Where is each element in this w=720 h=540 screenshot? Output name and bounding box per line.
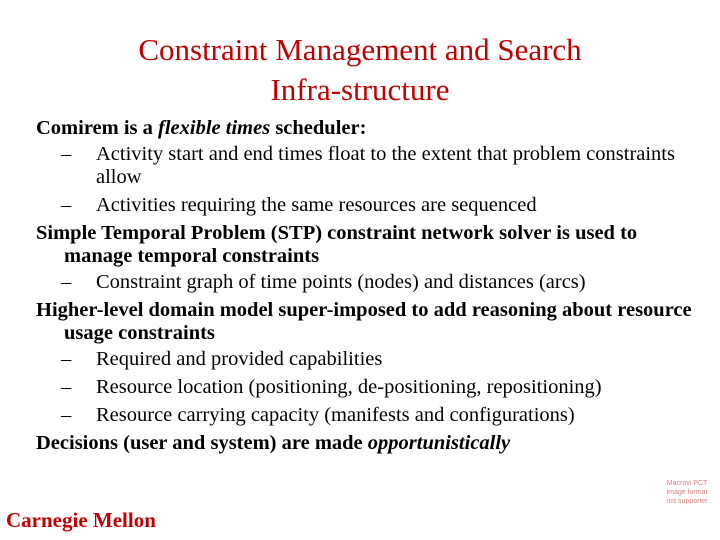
bullet-decisions-emphasis: opportunistically [367, 432, 511, 454]
sub-bullet-text: Resource carrying capacity (manifests and configurations) [96, 404, 575, 426]
dash-marker: – [61, 143, 72, 165]
dash-marker: – [61, 194, 72, 216]
sub-bullet [36, 348, 706, 371]
sub-bullet [36, 143, 706, 189]
bullet-comirem-post: scheduler: [270, 117, 367, 139]
sub-bullet-text: Constraint graph of time points (nodes) and distances (arcs) [96, 271, 586, 293]
bullet-list [36, 117, 706, 455]
dash-marker: – [61, 348, 72, 370]
sub-bullet-text: Required and provided capabilities [96, 348, 383, 370]
sub-bullet-text: Resource location (positioning, de-positioning, repositioning) [96, 376, 602, 398]
sub-bullet [36, 404, 706, 427]
notice-line: image format [666, 489, 708, 496]
sub-bullet [36, 376, 706, 399]
slide-title [0, 30, 720, 110]
bullet-comirem [36, 117, 706, 140]
sub-bullet-text: Activity start and end times float to the extent that problem constraints allow [96, 143, 675, 188]
title-line-1: Constraint Management and Search [138, 32, 582, 67]
dash-marker: – [61, 376, 72, 398]
notice-line: Macrovi PCT [666, 480, 708, 487]
bullet-comirem-pre: Comirem is a [36, 117, 159, 139]
bullet-domain-model: Higher-level domain model super-imposed to add reasoning about resource usage constraints [36, 299, 692, 344]
sub-bullet-text: Activities requiring the same resources are sequenced [96, 194, 537, 216]
bullet-stp: Simple Temporal Problem (STP) constraint network solver is used to manage temporal constraints [36, 222, 638, 267]
title-line-2: Infra-structure [270, 72, 450, 107]
sub-bullet [36, 194, 706, 217]
image-format-notice [662, 479, 712, 506]
dash-marker: – [61, 271, 72, 293]
sub-bullet [36, 271, 706, 294]
bullet-comirem-emphasis: flexible times [158, 117, 271, 139]
bullet-decisions-pre: Decisions (user and system) are made [36, 432, 368, 454]
dash-marker: – [61, 404, 72, 426]
notice-line: not supporter [666, 498, 708, 505]
bullet-decisions [36, 432, 706, 455]
footer-carnegie-mellon: Carnegie Mellon [6, 508, 156, 532]
